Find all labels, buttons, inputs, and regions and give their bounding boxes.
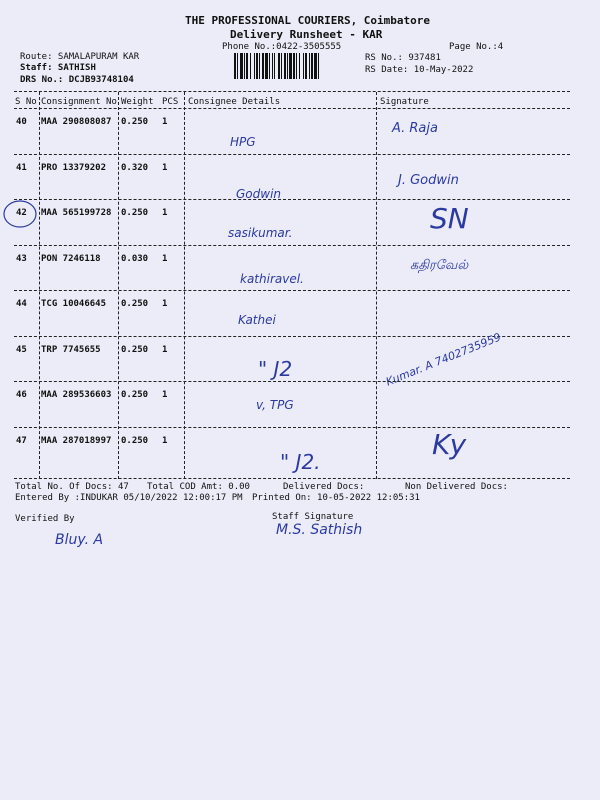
delivered-docs: Delivered Docs: <box>283 482 365 492</box>
row-consignee-handwriting: " J2 <box>258 356 293 381</box>
col-divider <box>184 92 185 479</box>
row-sno: 40 <box>16 117 27 127</box>
row-sno: 42 <box>16 208 27 218</box>
row-consignment-no: MAA 290808087 <box>41 117 112 127</box>
row-pcs: 1 <box>162 344 168 355</box>
rs-number: RS No.: 937481 <box>365 53 441 63</box>
row-pcs: 1 <box>162 117 168 127</box>
total-docs: Total No. Of Docs: 47 <box>15 482 129 492</box>
rs-date: RS Date: 10-May-2022 <box>365 65 474 75</box>
non-delivered-docs: Non Delivered Docs: <box>405 482 508 492</box>
row-weight: 0.250 <box>121 435 149 446</box>
row-consignment-no: MAA 289536603 <box>41 390 112 400</box>
row-pcs: 1 <box>162 390 168 400</box>
row-consignee-handwriting: " J2. <box>280 449 321 474</box>
row-consignment-no: PRO 13379202 <box>41 162 107 173</box>
barcode <box>234 53 354 79</box>
phone-number: Phone No.:0422-3505555 <box>222 42 342 52</box>
barcode-bar <box>319 53 321 79</box>
total-cod: Total COD Amt: 0.00 <box>147 482 250 492</box>
row-divider <box>14 381 570 382</box>
row-consignee-handwriting: HPG <box>230 135 256 149</box>
row-sno: 44 <box>16 299 27 309</box>
row-sno: 46 <box>16 390 27 400</box>
staff-label: Staff: SATHISH <box>20 63 96 73</box>
row-divider <box>14 290 570 291</box>
row-consignment-no: MAA 287018997 <box>41 435 112 446</box>
row-weight: 0.030 <box>121 253 149 264</box>
row-signature-handwriting: SN <box>430 202 469 235</box>
row-weight: 0.250 <box>121 208 149 218</box>
col-divider <box>118 92 119 479</box>
col-header-sno: S No <box>15 97 37 107</box>
row-pcs: 1 <box>162 299 168 309</box>
row-divider <box>14 245 570 246</box>
entered-by: Entered By :INDUKAR 05/10/2022 12:00:17 PM <box>15 493 243 503</box>
row-pcs: 1 <box>162 435 168 446</box>
route-label: Route: SAMALAPURAM KAR <box>20 52 140 62</box>
row-weight: 0.250 <box>121 117 149 127</box>
verified-by-label: Verified By <box>15 514 75 524</box>
row-weight: 0.320 <box>121 162 149 173</box>
drs-number: DRS No.: DCJB93748104 <box>20 75 134 85</box>
row-sno: 43 <box>16 253 27 264</box>
row-consignee-handwriting: kathiravel. <box>240 271 304 286</box>
col-header-signature: Signature <box>380 97 429 107</box>
row-consignment-no: PON 7246118 <box>41 253 101 264</box>
row-sno: 45 <box>16 344 27 355</box>
row-signature-handwriting: கதிரவேல் <box>410 257 469 273</box>
row-divider <box>14 199 570 200</box>
row-consignee-handwriting: sasikumar. <box>228 226 293 240</box>
row-signature-handwriting: J. Godwin <box>398 172 459 188</box>
row-pcs: 1 <box>162 162 168 173</box>
row-signature-handwriting: A. Raja <box>392 121 438 136</box>
staff-signature-label: Staff Signature <box>272 512 354 522</box>
col-divider <box>376 92 377 479</box>
row-consignee-handwriting: Godwin <box>236 186 282 201</box>
row-weight: 0.250 <box>121 344 149 355</box>
row-consignee-handwriting: Kathei <box>238 313 276 327</box>
runsheet-subtitle: Delivery Runsheet - KAR <box>230 28 383 41</box>
col-header-consignee: Consignee Details <box>188 97 281 107</box>
col-header-consignment: Consignment No <box>41 97 117 107</box>
printed-on: Printed On: 10-05-2022 12:05:31 <box>252 493 420 503</box>
circle-annotation <box>2 198 42 232</box>
page-number: Page No.:4 <box>449 42 504 52</box>
row-consignment-no: MAA 565199728 <box>41 208 112 218</box>
row-sno: 47 <box>16 435 27 446</box>
verified-signature: Bluy. A <box>55 532 104 548</box>
table-top-rule <box>14 91 570 92</box>
col-header-weight: Weight <box>121 97 154 107</box>
col-header-pcs: PCS <box>162 97 179 107</box>
table-bottom-rule <box>14 478 570 479</box>
row-consignment-no: TRP 7745655 <box>41 344 101 355</box>
row-weight: 0.250 <box>121 299 149 309</box>
staff-signature: M.S. Sathish <box>276 522 363 538</box>
row-sno: 41 <box>16 162 27 173</box>
company-title: THE PROFESSIONAL COURIERS, Coimbatore <box>185 14 431 27</box>
row-signature-handwriting: Ky <box>432 427 467 461</box>
table-header-rule <box>14 108 570 109</box>
row-divider <box>14 427 570 428</box>
row-divider <box>14 154 570 155</box>
row-consignment-no: TCG 10046645 <box>41 299 107 309</box>
row-weight: 0.250 <box>121 390 149 400</box>
row-consignee-handwriting: v, TPG <box>256 398 294 412</box>
row-pcs: 1 <box>162 253 168 264</box>
col-divider <box>39 92 40 479</box>
row-pcs: 1 <box>162 208 168 218</box>
row-signature-handwriting: Kumar. A 7402735959 <box>384 329 503 389</box>
